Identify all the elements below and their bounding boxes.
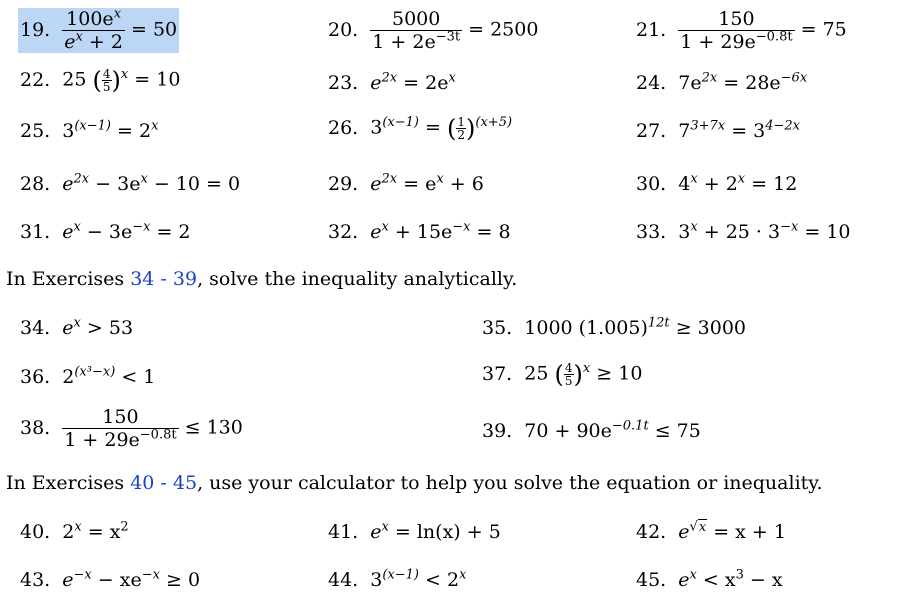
exercise-number: 45.: [636, 569, 667, 591]
small-fraction: $\frac{1}{2}$: [457, 115, 466, 142]
exercise-link-34[interactable]: 34: [130, 268, 155, 290]
exercise-number: 44.: [328, 569, 359, 591]
exercise-number: 23.: [328, 72, 359, 94]
instructions-calculator: In Exercises 40 - 45, use your calculator to help you solve the equation or inequality.: [6, 472, 823, 494]
exercise-link-45[interactable]: 45: [172, 472, 198, 494]
exercise-38: 38. $\frac{150}{1 + 29e^{-0.8t}}$ ≤ 130: [20, 406, 243, 451]
exercise-41: 41. $e^x = \ln(x) + 5$: [328, 519, 501, 543]
exercise-number: 38.: [20, 416, 51, 439]
exercise-37: 37. 25 ( $\frac{4}{5}$ )$^x$ ≥ 10: [482, 360, 643, 389]
exercise-number: 30.: [636, 173, 667, 195]
equation-rhs: = 50: [131, 18, 178, 41]
exercise-36: 36. $2^{(x^3-x)} < 1$: [20, 364, 156, 388]
fraction: $\frac{100e^x}{e^x + 2}$: [64, 6, 123, 53]
fraction: $\frac{5000}{1 + 2e^{-3t}}$: [372, 8, 461, 53]
exercise-22: 22. 25 ( $\frac{4}{5}$ )$^x$ = 10: [20, 66, 181, 95]
equation-rhs: = 75: [800, 18, 847, 41]
sqrt-exponent: √x: [689, 519, 707, 535]
exercise-23: 23. $e^{2x} = 2e^x$: [328, 70, 456, 94]
exercise-26: 26. $3^{(x-1)}$ = ( $\frac{1}{2}$ )$^{(x+5)}$: [328, 114, 513, 143]
exercise-34: 34. $e^x > 53$: [20, 315, 134, 339]
exercise-30: 30. $4^x + 2^x = 12$: [636, 171, 798, 195]
exercise-number: 24.: [636, 72, 667, 94]
exercise-number: 35.: [482, 317, 513, 339]
exercise-number: 26.: [328, 116, 359, 139]
exercise-number: 34.: [20, 317, 51, 339]
exercise-number: 21.: [636, 18, 667, 41]
exercise-number: 39.: [482, 420, 513, 442]
exercise-39: 39. $70 + 90e^{-0.1t} \le 75$: [482, 418, 701, 442]
exercise-29: 29. $e^{2x} = e^x + 6$: [328, 171, 484, 195]
exercise-45: 45. $e^x < x^3 - x$: [636, 567, 783, 591]
exercise-number: 32.: [328, 221, 359, 243]
exercise-21: [636, 8, 847, 53]
equation-rhs: = 2500: [468, 18, 539, 41]
exercise-24: 24. $7e^{2x} = 28e^{-6x}$: [636, 70, 808, 94]
exercise-43: 43. $e^{-x} - xe^{-x} \ge 0$: [20, 567, 201, 591]
small-fraction: $\frac{4}{5}$: [564, 361, 573, 388]
exercise-44: 44. $3^{(x-1)} < 2^x$: [328, 567, 467, 591]
exercise-number: 37.: [482, 362, 513, 385]
exercise-link-39[interactable]: 39: [172, 268, 198, 290]
fraction: $\frac{150}{1 + 29e^{-0.8t}}$: [64, 406, 177, 451]
exercise-number: 20.: [328, 18, 359, 41]
exercise-number: 40.: [20, 521, 51, 543]
exercise-number: 19.: [20, 18, 51, 41]
exercise-20: [328, 8, 538, 53]
exercise-28: 28. $e^{2x} - 3e^x - 10 = 0$: [20, 171, 241, 195]
exercise-25: 25. $3^{(x-1)} = 2^x$: [20, 118, 159, 142]
small-fraction: $\frac{4}{5}$: [102, 67, 111, 94]
exercise-40: 40. $2^x = x^2$: [20, 519, 129, 543]
exercise-number: 29.: [328, 173, 359, 195]
exercise-number: 31.: [20, 221, 51, 243]
exercise-19: [18, 8, 179, 53]
instructions-inequalities: In Exercises 34 - 39, solve the inequality analytically.: [6, 268, 518, 290]
exercise-31: 31. $e^x - 3e^{-x} = 2$: [20, 219, 191, 243]
exercise-33: 33. $3^x + 25 \cdot 3^{-x} = 10$: [636, 219, 851, 243]
fraction: $\frac{150}{1 + 29e^{-0.8t}}$: [680, 8, 793, 53]
exercise-link-40[interactable]: 40: [130, 472, 155, 494]
exercise-35: 35. 1000 $(1.005)^{12t} \ge 3000$: [482, 315, 747, 339]
exercise-number: 42.: [636, 521, 667, 543]
exercise-42: 42. $e^{√x} = x + 1$: [636, 519, 786, 543]
exercise-number: 33.: [636, 221, 667, 243]
exercise-number: 25.: [20, 120, 51, 142]
exercise-number: 36.: [20, 366, 51, 388]
exercise-number: 27.: [636, 120, 667, 142]
exercise-number: 43.: [20, 569, 51, 591]
exercise-number: 41.: [328, 521, 359, 543]
exercise-32: 32. $e^x + 15e^{-x} = 8$: [328, 219, 511, 243]
exercise-number: 22.: [20, 68, 51, 91]
exercise-number: 28.: [20, 173, 51, 195]
exercise-27: 27. $7^{3+7x} = 3^{4-2x}$: [636, 118, 801, 142]
